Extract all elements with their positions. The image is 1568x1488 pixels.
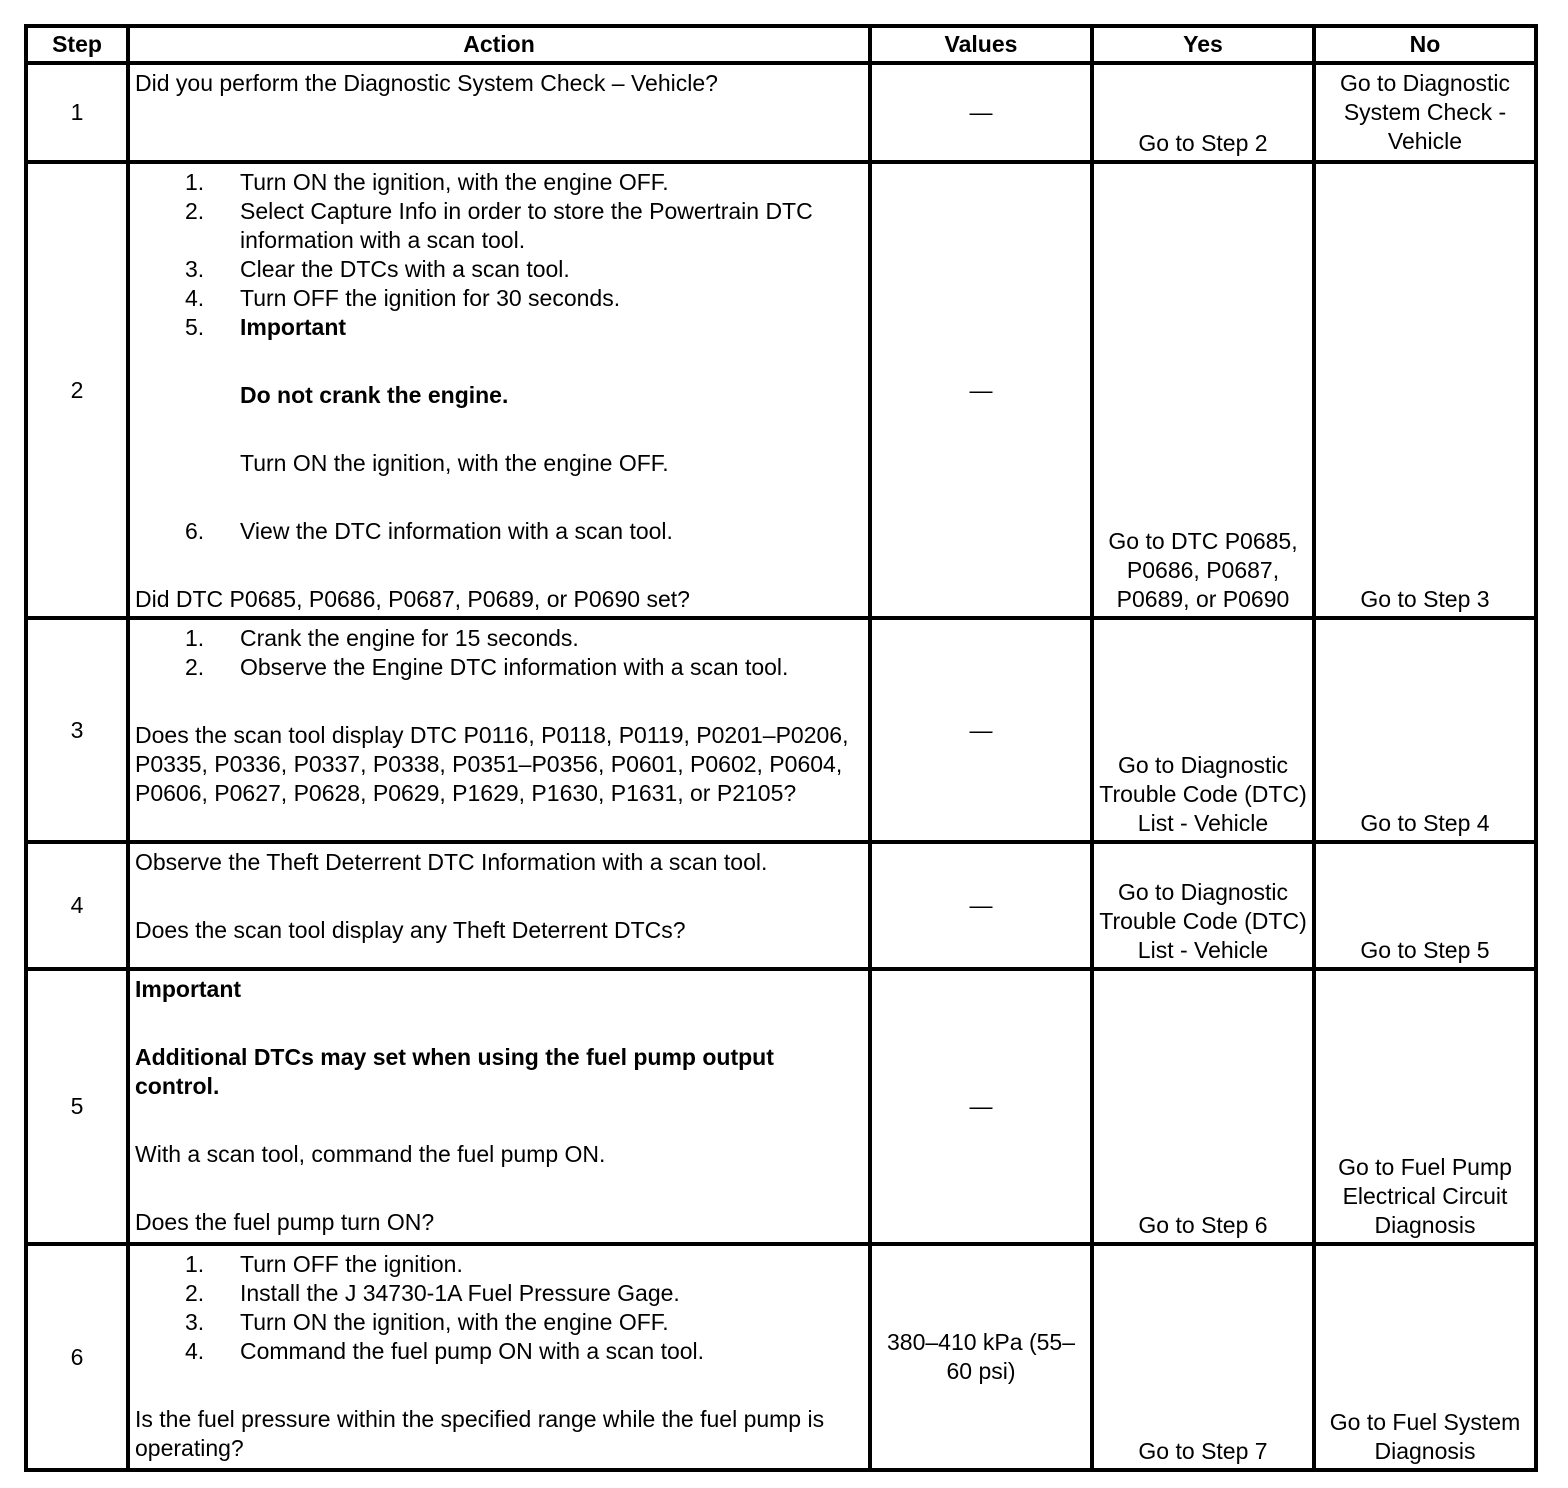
step-number: 5 xyxy=(26,969,128,1244)
list-item xyxy=(135,653,864,682)
header-action: Action xyxy=(128,26,870,63)
item-text: Turn ON the ignition, with the engine OFF. xyxy=(240,1309,669,1335)
no-link[interactable]: Go to Fuel Pump Electrical Circuit Diagnosis xyxy=(1338,1154,1512,1238)
no-link[interactable]: Go to Step 3 xyxy=(1360,586,1490,612)
item-number: 1. xyxy=(185,625,205,651)
item-number: 3. xyxy=(185,1309,205,1335)
question-text: Did you perform the Diagnostic System Check – Vehicle? xyxy=(135,70,718,96)
header-step: Step xyxy=(26,26,128,63)
no-cell[interactable] xyxy=(1314,162,1536,618)
table-row xyxy=(26,969,1536,1244)
procedure-list xyxy=(135,624,864,682)
item-number: 1. xyxy=(185,169,205,195)
yes-cell[interactable] xyxy=(1092,1244,1314,1470)
diagnostic-table xyxy=(24,24,1538,1472)
list-item xyxy=(135,517,864,546)
list-item xyxy=(135,284,864,313)
no-cell[interactable] xyxy=(1314,969,1536,1244)
table-row xyxy=(26,1244,1536,1470)
item-text: Turn OFF the ignition. xyxy=(240,1251,463,1277)
item-text: Turn ON the ignition, with the engine OFF. xyxy=(240,169,669,195)
list-item xyxy=(135,1337,864,1366)
important-text: Do not crank the engine. xyxy=(240,382,509,408)
no-cell[interactable] xyxy=(1314,63,1536,162)
list-item xyxy=(135,197,864,255)
action-text: Observe the Theft Deterrent DTC Information with a scan tool. xyxy=(135,849,768,875)
no-cell[interactable] xyxy=(1314,1244,1536,1470)
value-cell: — xyxy=(870,63,1092,162)
no-link[interactable]: Go to Diagnostic System Check - Vehicle xyxy=(1339,70,1511,154)
item-text: Observe the Engine DTC information with a scan tool. xyxy=(240,654,789,680)
no-link[interactable]: Go to Fuel System Diagnosis xyxy=(1329,1409,1521,1464)
question-text: Does the fuel pump turn ON? xyxy=(135,1209,435,1235)
list-item xyxy=(135,1308,864,1337)
important-label: Important xyxy=(135,976,242,1002)
item-text: View the DTC information with a scan tool. xyxy=(240,518,673,544)
step-number: 2 xyxy=(26,162,128,618)
yes-link[interactable]: Go to Step 7 xyxy=(1138,1438,1268,1464)
item-number: 2. xyxy=(185,198,205,224)
item-text: Command the fuel pump ON with a scan tool. xyxy=(240,1338,705,1364)
item-text: Turn OFF the ignition for 30 seconds. xyxy=(240,285,621,311)
value-cell: 380–410 kPa (55–60 psi) xyxy=(870,1244,1092,1470)
yes-cell[interactable] xyxy=(1092,842,1314,969)
question-text: Is the fuel pressure within the specified range while the fuel pump is operating? xyxy=(135,1406,825,1461)
step-number: 1 xyxy=(26,63,128,162)
yes-link[interactable]: Go to Step 2 xyxy=(1138,130,1268,156)
action-cell xyxy=(128,63,870,162)
item-number: 5. xyxy=(185,314,205,340)
list-item xyxy=(135,313,864,517)
action-cell xyxy=(128,1244,870,1470)
value-cell: — xyxy=(870,618,1092,842)
no-link[interactable]: Go to Step 4 xyxy=(1360,810,1490,836)
item-number: 1. xyxy=(185,1251,205,1277)
item-number: 2. xyxy=(185,654,205,680)
table-row xyxy=(26,63,1536,162)
yes-link[interactable]: Go to Diagnostic Trouble Code (DTC) List - Vehicle xyxy=(1099,752,1307,836)
question-text: Does the scan tool display DTC P0116, P0118, P0119, P0201–P0206, P0335, P0336, P0337, P0338, P0351–P0356, P0601, P0602, P0604, P0606, P0627, P0628, P0629, P1629, P1630, P1631, or P2105? xyxy=(135,722,849,806)
step-number: 3 xyxy=(26,618,128,842)
header-values: Values xyxy=(870,26,1092,63)
step-number: 6 xyxy=(26,1244,128,1470)
yes-link[interactable]: Go to Diagnostic Trouble Code (DTC) List - Vehicle xyxy=(1099,879,1307,963)
value-cell: — xyxy=(870,162,1092,618)
value-cell: — xyxy=(870,842,1092,969)
procedure-list xyxy=(135,168,864,546)
question-text: Does the scan tool display any Theft Deterrent DTCs? xyxy=(135,917,686,943)
item-number: 2. xyxy=(185,1280,205,1306)
yes-cell[interactable] xyxy=(1092,63,1314,162)
action-cell xyxy=(128,162,870,618)
step-number: 4 xyxy=(26,842,128,969)
list-item xyxy=(135,1250,864,1279)
important-text: Additional DTCs may set when using the fuel pump output control. xyxy=(135,1044,774,1099)
action-cell xyxy=(128,842,870,969)
list-item xyxy=(135,255,864,284)
item-text: Turn ON the ignition, with the engine OFF. xyxy=(240,450,669,476)
item-text: Clear the DTCs with a scan tool. xyxy=(240,256,570,282)
important-label: Important xyxy=(240,314,347,340)
action-cell xyxy=(128,969,870,1244)
no-cell[interactable] xyxy=(1314,842,1536,969)
table-row xyxy=(26,842,1536,969)
item-text: Select Capture Info in order to store the Powertrain DTC information with a scan tool. xyxy=(240,198,813,253)
list-item xyxy=(135,624,864,653)
list-item xyxy=(135,168,864,197)
yes-cell[interactable] xyxy=(1092,162,1314,618)
question-text: Did DTC P0685, P0686, P0687, P0689, or P0690 set? xyxy=(135,586,690,612)
table-row xyxy=(26,162,1536,618)
action-cell xyxy=(128,618,870,842)
header-yes: Yes xyxy=(1092,26,1314,63)
no-link[interactable]: Go to Step 5 xyxy=(1360,937,1490,963)
item-number: 4. xyxy=(185,1338,205,1364)
yes-link[interactable]: Go to DTC P0685, P0686, P0687, P0689, or P0690 xyxy=(1108,528,1298,612)
yes-cell[interactable] xyxy=(1092,618,1314,842)
procedure-list xyxy=(135,1250,864,1366)
value-cell: — xyxy=(870,969,1092,1244)
item-number: 3. xyxy=(185,256,205,282)
table-row xyxy=(26,618,1536,842)
item-number: 4. xyxy=(185,285,205,311)
action-text: With a scan tool, command the fuel pump ON. xyxy=(135,1141,606,1167)
item-number: 6. xyxy=(185,518,205,544)
no-cell[interactable] xyxy=(1314,618,1536,842)
header-no: No xyxy=(1314,26,1536,63)
item-text: Install the J 34730-1A Fuel Pressure Gage. xyxy=(240,1280,680,1306)
list-item xyxy=(135,1279,864,1308)
item-text: Crank the engine for 15 seconds. xyxy=(240,625,579,651)
yes-cell[interactable] xyxy=(1092,969,1314,1244)
header-row xyxy=(26,26,1536,63)
yes-link[interactable]: Go to Step 6 xyxy=(1138,1212,1268,1238)
